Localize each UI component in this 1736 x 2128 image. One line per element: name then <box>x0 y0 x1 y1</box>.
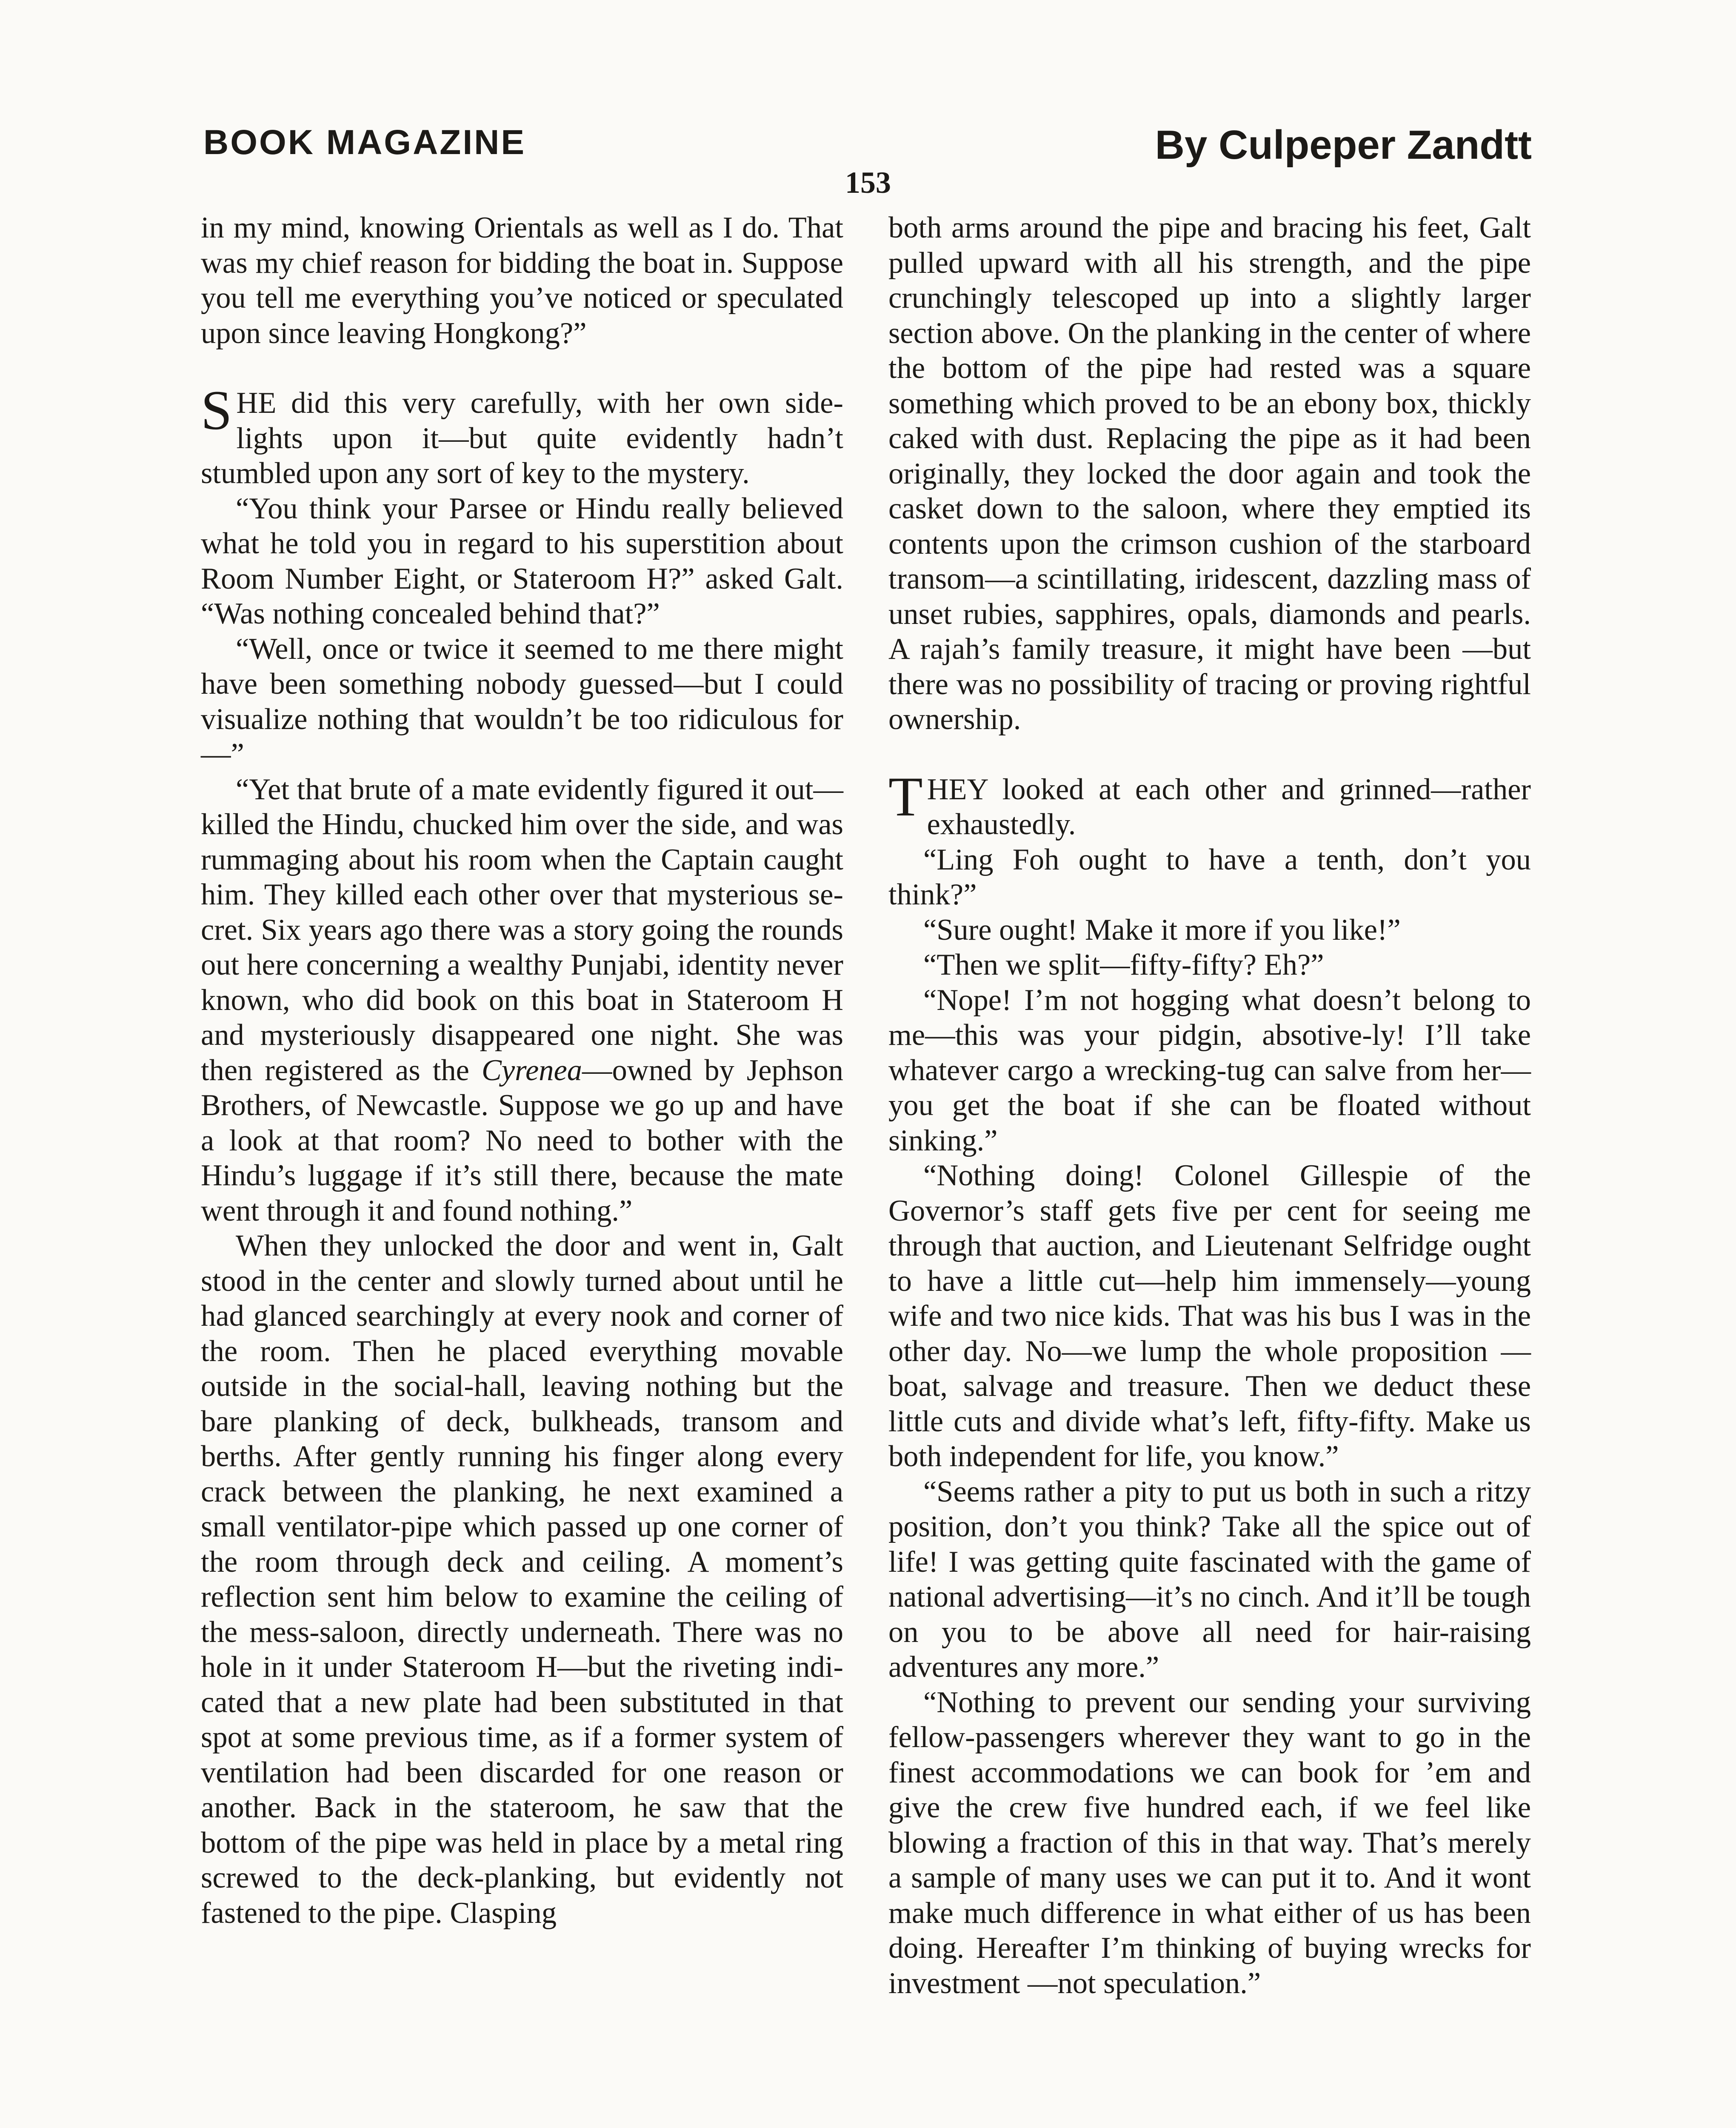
section-opening-paragraph: SHE did this very carefully, with her own side-lights upon it—but quite evidently hadn’t stumbled upon any sort of key to the mystery. <box>201 379 843 490</box>
left-column <box>201 210 843 1931</box>
author-byline: By Culpeper Zandtt <box>1155 122 1532 168</box>
paragraph-text: —owned by Jephson Brothers, of Newcastle. Suppose we go up and have a look at that room? No need to bother with the Hindu’s luggage if it’s still there, because the mate went through it and found nothing.” <box>201 1053 843 1227</box>
page-number: 153 <box>845 166 891 200</box>
ship-name: Cyrenea <box>481 1053 582 1087</box>
right-column <box>888 210 1531 2001</box>
paragraph: “Nope! I’m not hogging what doesn’t belong to me—this was your pidgin, absotive-ly! I’ll take whatever cargo a wrecking-tug can salve from her—you get the boat if she can be floated without sinking.” <box>888 983 1531 1157</box>
paragraph: “Sure ought! Make it more if you like!” <box>923 913 1401 947</box>
paragraph: “You think your Parsee or Hindu really believed what he told you in regard to his superstition about Room Number Eight, or Stateroom H?” asked Galt. “Was nothing concealed behind that?” <box>201 492 843 630</box>
paragraph <box>201 772 843 1229</box>
publication-title: BOOK MAGAZINE <box>203 123 526 162</box>
paragraph: “Nothing doing! Colonel Gillespie of the Governor’s staff gets five per cent for seeing me through that auction, and Lieutenant Selfridge ought to have a little cut—help him immensely—young wife and two nice kids. That was his bus I was in the other day. No—we lump the whole proposition —boat, salvage and treasure. Then we deduct these little cuts and divide what’s left, fifty-fifty. Make us both independent for life, you know.” <box>888 1159 1531 1473</box>
paragraph-text: “Yet that brute of a mate evidently figured it out—killed the Hindu, chucked him over the side, and was rummaging about his room when the Captain caught him. They killed each other over that mysterious secret. Six years ago there was a story going the rounds out here concerning a wealthy Punjabi, identity never known, who did book on this boat in Stateroom H and mysteriously disappeared one night. She was then registered as the <box>201 772 843 1087</box>
paragraph: “Ling Foh ought to have a tenth, don’t you think?” <box>888 843 1531 911</box>
paragraph: “Well, once or twice it seemed to me there might have been something nobody guessed—but I could visualize nothing that wouldn’t be too ridiculous for—” <box>201 632 843 771</box>
paragraph: “Seems rather a pity to put us both in such a ritzy position, don’t you think? Take all the spice out of life! I was getting quite fascinated with the game of national advertising—it’s no cinch. And it’ll be tough on you to be above all need for hair-raising adventures any more.” <box>888 1475 1531 1684</box>
section-opening-paragraph: THEY looked at each other and grinned—rather exhaustedly. <box>888 765 1531 841</box>
paragraph: “Nothing to prevent our sending your surviving fellow-passengers wherever they want to go in the finest accommodations we can book for ’em and give the crew five hundred each, if we feel like blowing a fraction of this in that way. That’s merely a sample of many uses we can put it to. And it wont make much difference in what either of us has been doing. Hereafter I’m thinking of buying wrecks for investment —not speculation.” <box>888 1685 1531 2000</box>
paragraph: both arms around the pipe and bracing his feet, Galt pulled upward with all his strength, and the pipe crunchingly telescoped up into a slightly larger section above. On the planking in the center of where the bottom of the pipe had rested was a square something which proved to be an ebony box, thickly caked with dust. Replacing the pipe as it had been originally, they locked the door again and took the casket down to the saloon, where they emptied its contents upon the crimson cushion of the starboard transom—a scintillating, iridescent, dazzling mass of unset rubies, sapphires, opals, diamonds and pearls. A rajah’s family treasure, it might have been —but there was no possibility of tracing or proving rightful ownership. <box>888 211 1531 736</box>
paragraph: When they unlocked the door and went in, Galt stood in the center and slowly turned about until he had glanced searchingly at every nook and corner of the room. Then he placed everything movable outside in the social-hall, leaving nothing but the bare planking of deck, bulkheads, transom and berths. After gently running his finger along every crack between the planking, he next examined a small ventilator-pipe which passed up one corner of the room through deck and ceiling. A moment’s reflection sent him below to examine the ceiling of the mess-saloon, directly underneath. There was no hole in it under Stateroom H—but the riveting indicated that a new plate had been substituted in that spot at some previous time, as if a former system of ventilation had been discarded for one reason or another. Back in the stateroom, he saw that the bottom of the pipe was held in place by a metal ring screwed to the deck-planking, but evidently not fastened to the pipe. Clasping <box>201 1229 843 1930</box>
paragraph: “Then we split—fifty-fifty? Eh?” <box>923 948 1324 981</box>
paragraph: in my mind, knowing Orientals as well as I do. That was my chief reason for bidding the boat in. Suppose you tell me everything you’ve noticed or speculated upon since leaving Hongkong?” <box>201 211 843 350</box>
